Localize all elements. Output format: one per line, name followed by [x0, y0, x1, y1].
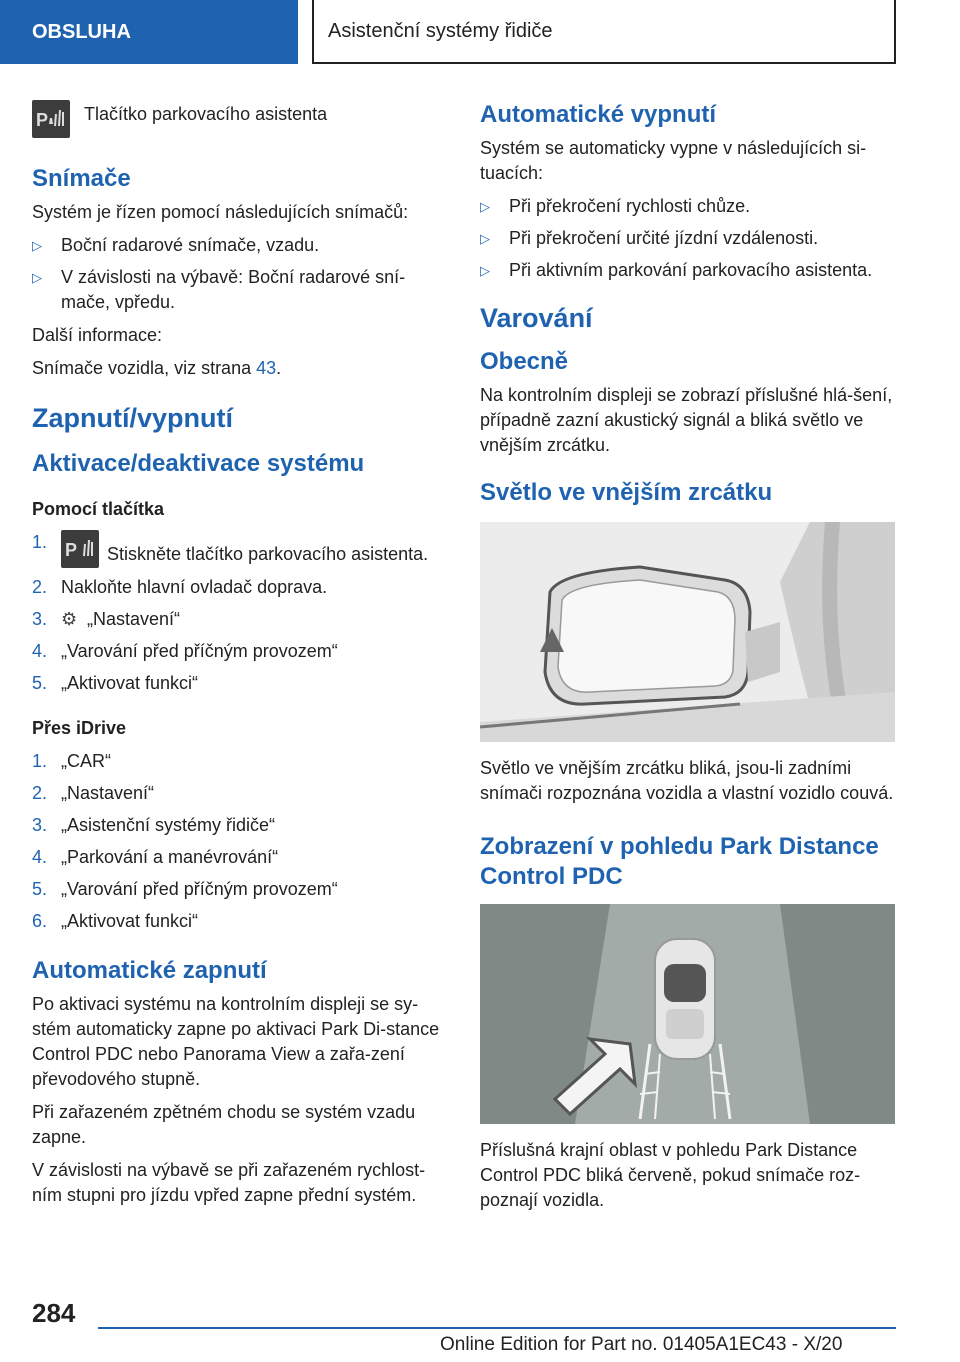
list-item: [32, 813, 448, 838]
step-text: „Varování před příčným provozem“: [61, 641, 338, 661]
sensors-heading: Snímače: [32, 165, 131, 192]
mirror-heading: Světlo ve vnějším zrcátku: [480, 479, 773, 506]
list-item: [32, 671, 448, 696]
list-item: [32, 749, 448, 774]
side-mirror-image: [480, 522, 895, 742]
auto-off-heading: Automatické vypnutí: [480, 101, 717, 128]
parking-assistant-button-icon: [32, 100, 70, 138]
edition-note: Online Edition for Part no. 01405A1EC43 - X/20: [440, 1334, 843, 1355]
list-item: ▷ Při překročení určité jízdní vzdálenosti.: [480, 226, 896, 251]
step-text: „Aktivovat funkci“: [61, 911, 199, 931]
onoff-heading: Zapnutí/vypnutí: [32, 403, 233, 433]
step-text: „Aktivovat funkci“: [61, 673, 199, 693]
more-info-reference: [32, 356, 448, 381]
list-item: [32, 607, 448, 632]
list-item: [32, 877, 448, 902]
parking-assistant-button-icon: [61, 530, 99, 568]
warning-heading: Varování: [480, 303, 593, 333]
list-item: ▷ Boční radarové snímače, vzadu.: [32, 233, 448, 258]
step-number: 5.: [32, 879, 48, 899]
step-number: 2.: [32, 783, 48, 803]
via-button-steps: [32, 530, 448, 696]
auto-on-heading: Automatické zapnutí: [32, 957, 267, 984]
list-item: [32, 781, 448, 806]
chapter-title-text: Asistenční systémy řidiče: [328, 19, 553, 42]
page-link[interactable]: 43: [256, 358, 277, 378]
list-item: [32, 845, 448, 870]
list-item: [32, 639, 448, 664]
footer-divider: [98, 1327, 896, 1329]
svg-text:P: P: [65, 540, 78, 560]
reference-text: Snímače vozidla, viz strana: [32, 358, 257, 378]
via-idrive-heading: Přes iDrive: [32, 718, 127, 738]
step-number: 2.: [32, 577, 48, 597]
via-idrive-steps: [32, 749, 448, 934]
page-number: 284: [32, 1298, 76, 1328]
list-item: ▷ Při překročení rychlosti chůze.: [480, 194, 896, 219]
list-item: [32, 909, 448, 934]
step-text: Nakloňte hlavní ovladač doprava.: [61, 577, 328, 597]
step-text: „Nastavení“: [61, 783, 155, 803]
pdc-caption: Příslušná krajní oblast v pohledu Park Distance Control PDC bliká červeně, pokud snímače roz-poznají vozidla.: [480, 1140, 861, 1210]
list-item: [32, 530, 448, 568]
svg-text:P: P: [36, 110, 49, 130]
auto-off-intro: Systém se automaticky vypne v následujících si-tuacích:: [480, 138, 867, 183]
list-item: ▷ V závislosti na výbavě: Boční radarové sní-mače, vpředu.: [32, 265, 448, 315]
parking-button-row: [32, 100, 448, 138]
more-info-label: Další informace:: [32, 325, 163, 345]
pdc-heading: Zobrazení v pohledu Park Distance Control PDC: [480, 833, 879, 890]
step-number: 1.: [32, 532, 48, 552]
step-number: 1.: [32, 751, 48, 771]
auto-on-paragraph-1: Po aktivaci systému na kontrolním displeji se sy-stém automaticky zapne po aktivaci Park Di-stance Control PDC nebo Panorama View a zařa-zení převodového stupně.: [32, 994, 440, 1089]
auto-on-paragraph-2: Při zařazeném zpětném chodu se systém vzadu zapne.: [32, 1102, 416, 1147]
right-column: [480, 100, 896, 1221]
list-item: [32, 575, 448, 600]
step-number: 4.: [32, 847, 48, 867]
chapter-title: [312, 0, 896, 64]
step-text: „Parkování a manévrování“: [61, 847, 279, 867]
general-heading: Obecně: [480, 348, 569, 375]
sensors-intro: Systém je řízen pomocí následujících snímačů:: [32, 202, 409, 222]
via-button-heading: Pomocí tlačítka: [32, 499, 165, 519]
step-text: „Varování před příčným provozem“: [61, 879, 338, 899]
section-tab: OBSLUHA: [0, 0, 298, 64]
list-item: ▷ Při aktivním parkování parkovacího asistenta.: [480, 258, 896, 283]
reference-end: .: [276, 358, 282, 378]
activation-heading: Aktivace/deaktivace systému: [32, 450, 365, 477]
parking-button-caption: Tlačítko parkovacího asistenta: [84, 104, 328, 124]
step-text: „Asistenční systémy řidiče“: [61, 815, 276, 835]
mirror-caption: Světlo ve vnějším zrcátku bliká, jsou-li zadními snímači rozpoznána vozidla a vlastní vozidlo couvá.: [480, 758, 894, 803]
step-number: 6.: [32, 911, 48, 931]
sensors-list: [32, 233, 448, 315]
step-number: 3.: [32, 815, 48, 835]
step-number: 3.: [32, 609, 48, 629]
pdc-view-image: [480, 904, 895, 1124]
gear-icon: ⚙: [61, 609, 78, 629]
step-text: Stiskněte tlačítko parkovacího asistenta.: [107, 544, 429, 564]
step-text: „Nastavení“: [87, 609, 181, 629]
auto-on-paragraph-3: V závislosti na výbavě se při zařazeném rychlost-ním stupni pro jízdu vpřed zapne přední systém.: [32, 1160, 426, 1205]
general-text: Na kontrolním displeji se zobrazí příslušné hlá-šení, případně zazní akustický signál a bliká světlo ve vnějším zrcátku.: [480, 385, 893, 455]
step-number: 4.: [32, 641, 48, 661]
step-text: „CAR“: [61, 751, 111, 771]
left-column: [32, 100, 448, 1216]
step-number: 5.: [32, 673, 48, 693]
auto-off-list: [480, 194, 896, 283]
